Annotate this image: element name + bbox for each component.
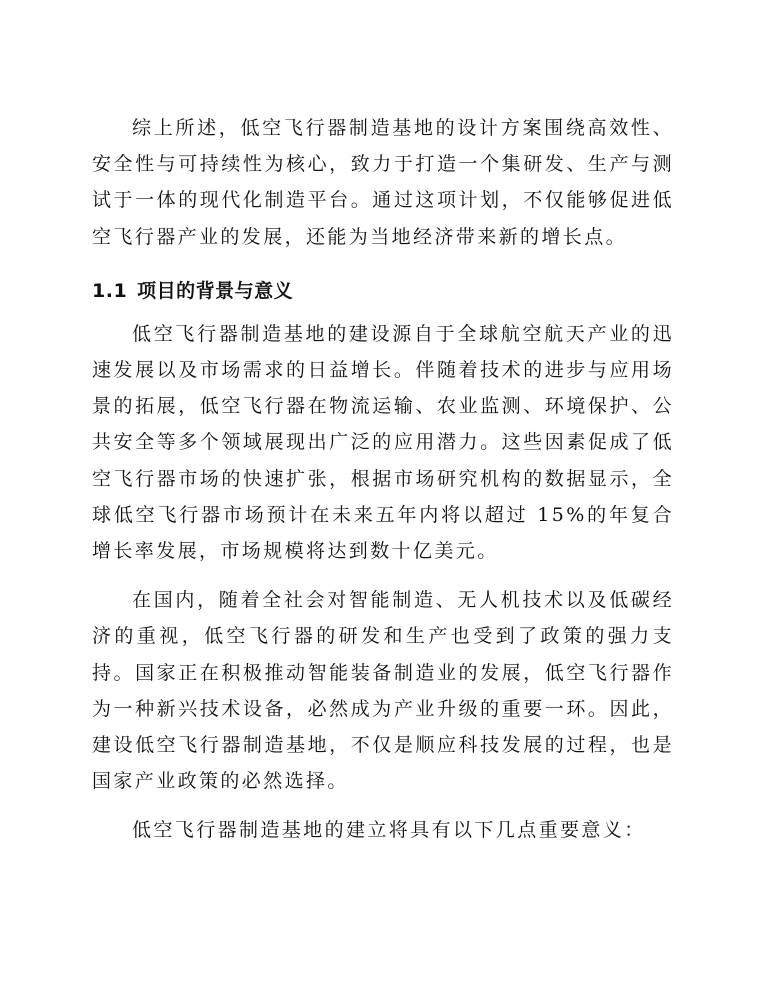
background-paragraph: 低空飞行器制造基地的建设源自于全球航空航天产业的迅速发展以及市场需求的日益增长。伴随着技术的进步与应用场景的拓展，低空飞行器在物流运输、农业监测、环境保护、公共安全等多个领域展现出广泛的应用潜力。这些因素促成了低空飞行器市场的快速扩张，根据市场研究机构的数据显示，全球低空飞行器市场预计在未来五年内将以超过 15%的年复合增长率发展，市场规模将达到数十亿美元。 bbox=[92, 322, 674, 563]
section-number: 1.1 bbox=[92, 279, 128, 302]
significance-intro-paragraph: 低空飞行器制造基地的建立将具有以下几点重要意义： bbox=[132, 819, 646, 842]
document-body bbox=[92, 110, 674, 862]
section-title: 项目的背景与意义 bbox=[137, 279, 294, 302]
section-heading bbox=[92, 277, 674, 305]
domestic-context-paragraph: 在国内，随着全社会对智能制造、无人机技术以及低碳经济的重视，低空飞行器的研发和生产也受到了政策的强力支持。国家正在积极推动智能装备制造业的发展，低空飞行器作为一种新兴技术设备，必然成为产业升级的重要一环。因此，建设低空飞行器制造基地，不仅是顺应科技发展的过程，也是国家产业政策的必然选择。 bbox=[92, 589, 674, 793]
intro-paragraph: 综上所述，低空飞行器制造基地的设计方案围绕高效性、安全性与可持续性为核心，致力于打造一个集研发、生产与测试于一体的现代化制造平台。通过这项计划，不仅能够促进低空飞行器产业的发展，还能为当地经济带来新的增长点。 bbox=[92, 117, 674, 248]
